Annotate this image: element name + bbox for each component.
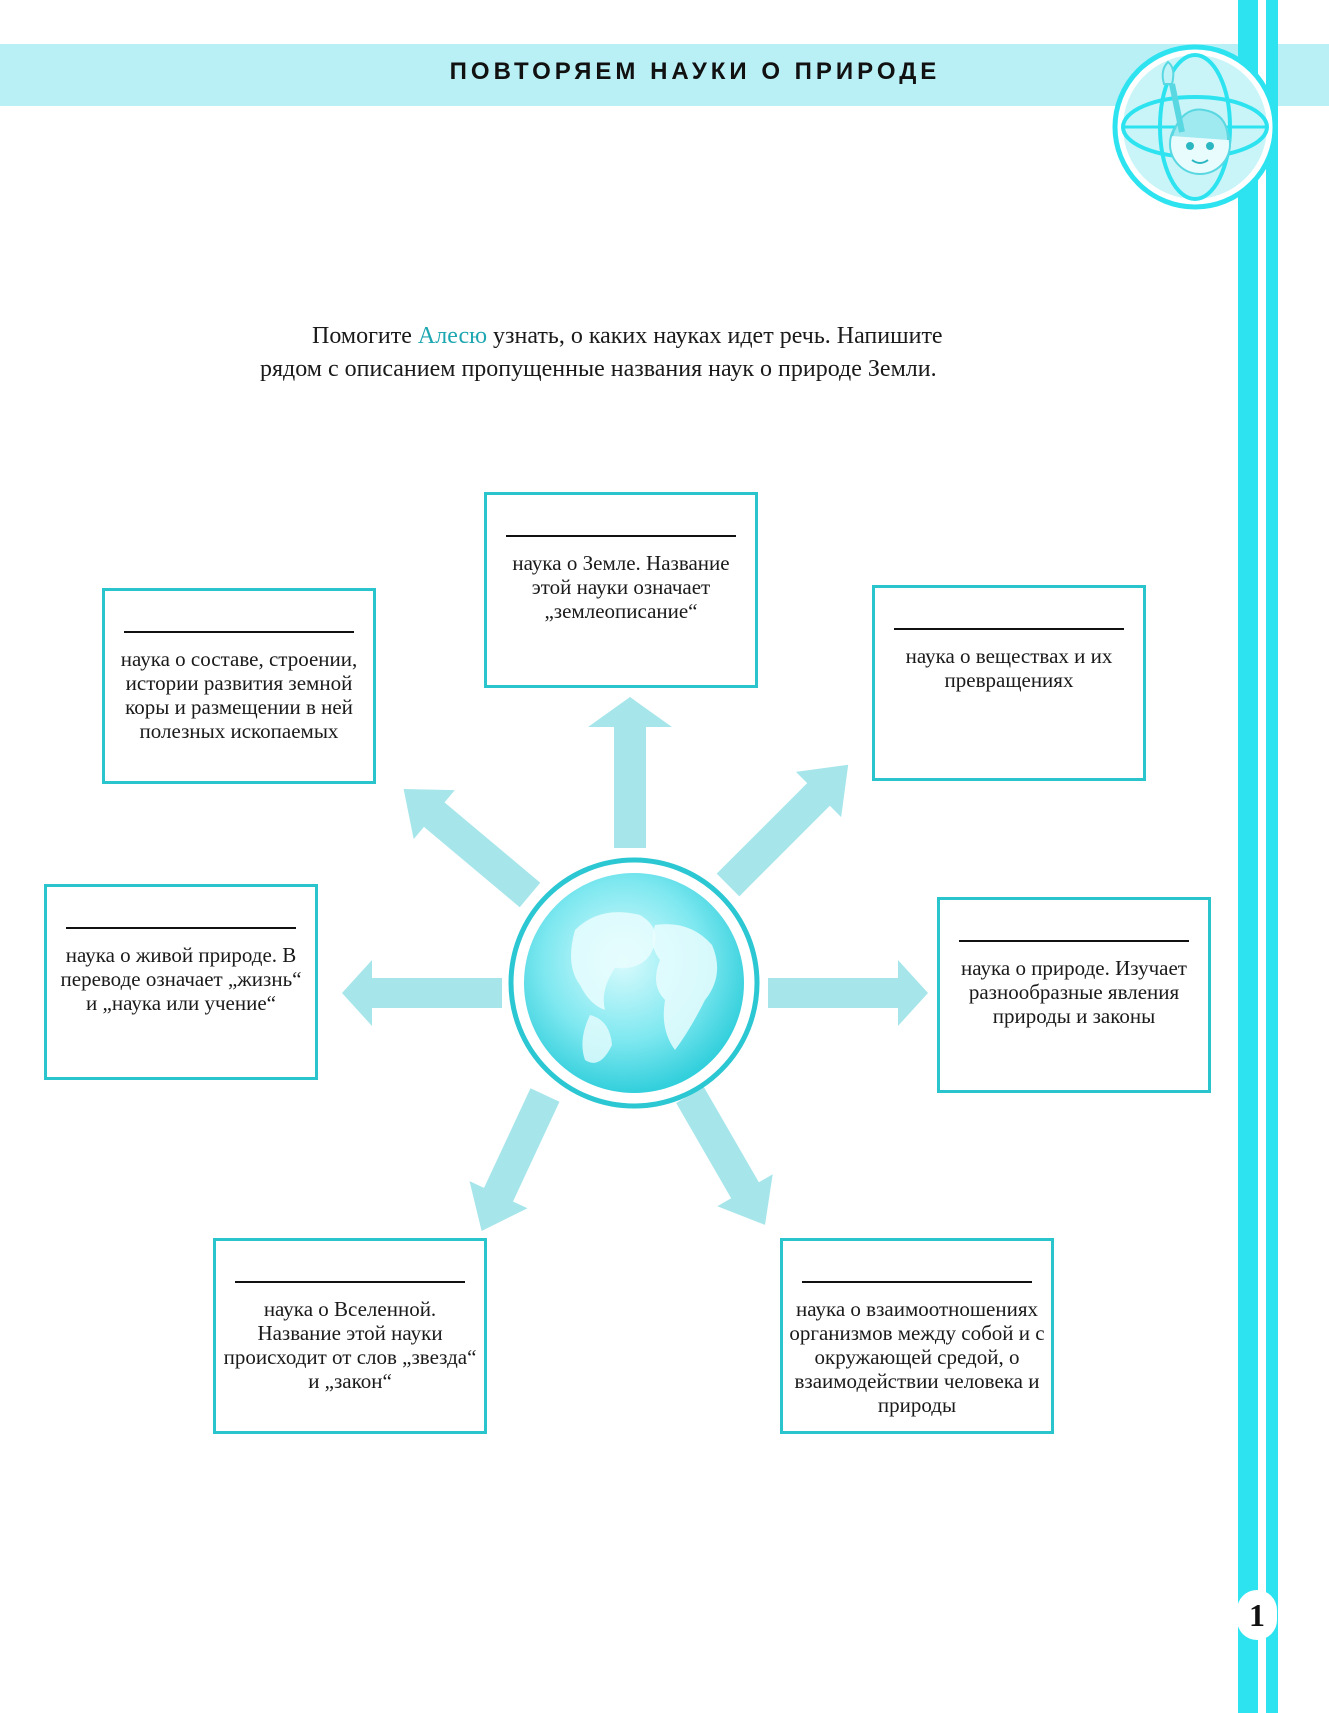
arrow-up (588, 697, 672, 848)
science-box-top (484, 492, 758, 688)
page-number: 1 (1237, 1590, 1277, 1640)
globe-icon (511, 860, 757, 1106)
arrow-left (342, 960, 502, 1026)
arrow-down-right (662, 1079, 792, 1241)
science-description: наука о Земле. Название этой науки означает „землеописание“ (512, 551, 730, 623)
answer-blank[interactable] (894, 628, 1124, 630)
answer-blank[interactable] (506, 535, 736, 537)
intro-highlight-name: Алесю (417, 323, 488, 349)
answer-blank[interactable] (66, 927, 296, 929)
intro-part2: узнать, о каких науках идет речь. Напишите (487, 323, 943, 349)
science-description: наука о Вселенной. Название этой науки происходит от слов „звезда“ и „закон“ (223, 1297, 477, 1393)
science-box-bottom-right (780, 1238, 1054, 1434)
science-description: наука о веществах и их превращениях (905, 644, 1113, 692)
answer-blank[interactable] (802, 1281, 1032, 1283)
science-description: наука о природе. Изучает разнообразные явления природы и законы (961, 956, 1187, 1028)
science-box-top-right (872, 585, 1146, 781)
arrow-right (768, 960, 928, 1026)
page-title: ПОВТОРЯЕМ НАУКИ О ПРИРОДЕ (449, 58, 941, 85)
arrow-up-right (705, 742, 870, 907)
science-box-bottom-left (213, 1238, 487, 1434)
answer-blank[interactable] (235, 1281, 465, 1283)
arrow-up-left (383, 764, 551, 919)
answer-blank[interactable] (959, 940, 1189, 942)
science-box-left (44, 884, 318, 1080)
science-description: наука о составе, строении, истории развития земной коры и размещении в ней полезных ископаемых (120, 647, 358, 743)
intro-part1: Помогите (312, 323, 418, 349)
science-description: наука о взаимоотношениях организмов между собой и с окружающей средой, о взаимодействии человека и природы (789, 1297, 1045, 1417)
arrow-down-left (453, 1081, 574, 1244)
intro-line2: рядом с описанием пропущенные названия наук о природе Земли. (260, 356, 937, 382)
science-description: наука о живой природе. В переводе означает „жизнь“ и „наука или учение“ (60, 943, 302, 1015)
science-box-right (937, 897, 1211, 1093)
science-box-top-left (102, 588, 376, 784)
answer-blank[interactable] (124, 631, 354, 633)
